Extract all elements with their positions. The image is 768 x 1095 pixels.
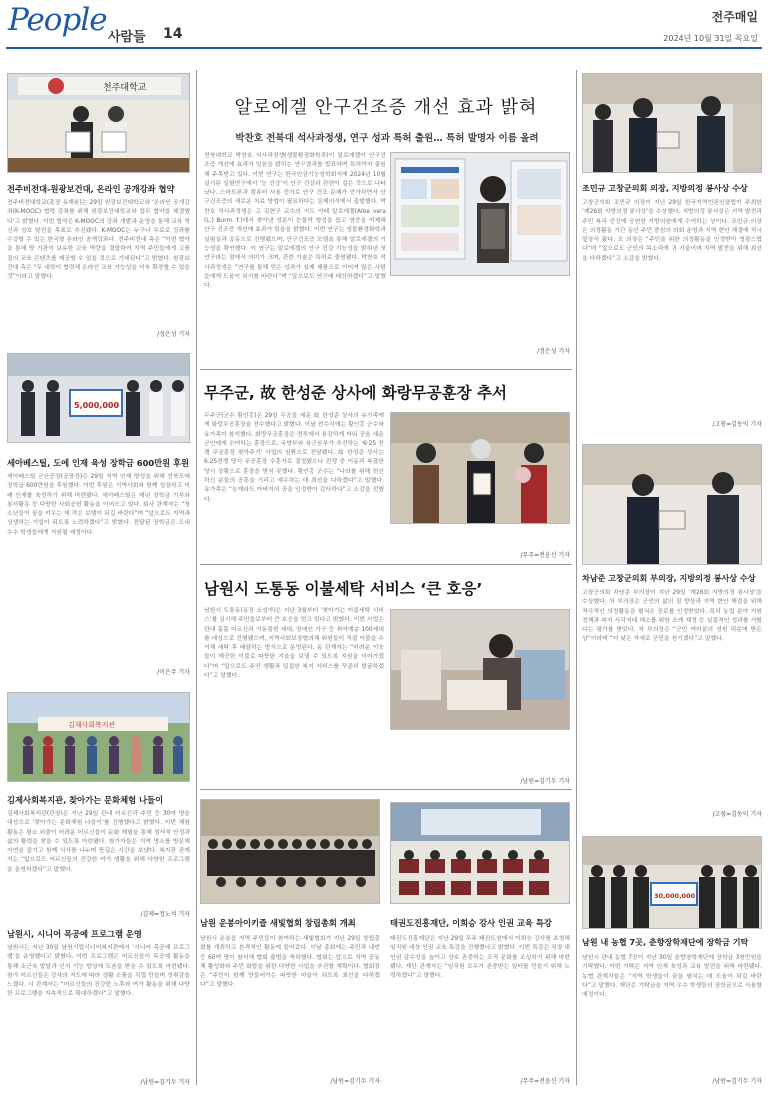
article-headline: 남원 내 농협 7곳, 춘향장학재단에 장학금 기탁 (582, 937, 749, 947)
article-photo-scholarship (7, 353, 190, 443)
article-headline: 조민규 고창군의회 의장, 지방의정 봉사상 수상 (582, 183, 748, 193)
cheque-amount: 30,000,000 (654, 892, 696, 900)
article-headline: 남원시, 시니어 목공예 프로그램 운영 (7, 929, 142, 939)
section-divider (200, 564, 572, 565)
article-photo-award-vicechair (582, 444, 762, 565)
article-body: 남원시 관내 농협 7곳이 지난 30일 춘향장학재단에 장학금 3천만원을 기탁했다. 이번 기탁은 지역 인재 육성과 교육 발전을 위해 마련됐다. 농협 관계자들은 “지역 학생들이 꿈을 펼치는 데 도움이 되길 바란다”고 말했다. 재단은 기탁금을 지역 우수 학생들의 장학금으로 사용할 예정이다. (582, 955, 762, 999)
article-byline: /남원=김기두 기자 (520, 778, 570, 785)
article-byline: /이은주 기자 (157, 669, 190, 676)
section-divider (200, 789, 572, 790)
column-divider (576, 70, 577, 1085)
article-photo-medal (390, 412, 570, 524)
article-headline: 세아베스틸, 도에 인재 육성 장학금 600만원 후원 (7, 458, 190, 468)
article-byline: /정은성 기자 (537, 348, 570, 355)
article-byline: /남원=김기두 기자 (330, 1078, 380, 1085)
article-byline: /남원=김기두 기자 (712, 1078, 762, 1085)
section-title-korean: 사람들 (108, 30, 146, 45)
masthead-rule (6, 47, 762, 49)
column-divider (196, 70, 197, 1085)
article-photo-researcher (390, 152, 570, 276)
article-headline: 무주군, 故 한성준 상사에 화랑무공훈장 추서 (204, 384, 507, 402)
article-photo-award-chair (582, 73, 762, 173)
feature-headline: 알로에겔 안구건조증 개선 효과 밝혀 (234, 97, 538, 118)
article-headline: 전주비전대-원광보건대, 온라인 공개강좌 협약 (7, 184, 175, 194)
cheque-amount: 5,000,000 (74, 401, 120, 410)
article-body: 전북대학교 박찬호 석사과정생(생물환경화학과)이 알로에겔이 안구건조증 개선에 효과가 있음을 밝히는 연구결과를 발표하며 특허까지 출원해 주목받고 있다. 이번 연구는 한국인삼기능성학회지에 2024년 10월 실시된 실험연구에서 ‘눈 건강’이 안구 건강과 관련이 깊은 것으로 나타났다. 스마트폰과 컴퓨터 사용 증가로 안구 건조 문제가 증가하면서 안구건조증의 새로운 치료 방법이 필요하다는 문제의식에서 출발했다. 박찬호 석사과정생은 고 김현구 교수의 지도 아래 알로에겔(Aloe vera (L.) Burm. f.)에서 찾아낸 성분이 눈물막 형성을 돕고 염증을 억제해 안구 건조증 개선에 효과가 있음을 밝혔다. 이번 연구는 생물환경화학과 실험실과 공동으로 진행됐으며, 안구건조증 모델을 통해 알로에겔의 기능성을 확인했다. 이 연구는 알로에겔의 안구 건강 기능성을 밝혀낸 첫 연구라는 점에서 의미가 크며, 관련 기술은 특허로 출원됐다. 박찬호 석사과정생은 “연구를 통해 얻은 성과가 실제 제품으로 이어져 많은 사람들에게 도움이 되기를 바란다”며 “앞으로도 연구에 매진하겠다”고 말했다. (204, 153, 386, 290)
article-body: 고창군의회 조민규 의장이 지난 29일 한국지역언론인클럽이 주최한 ‘제26회 지방의정 봉사상’을 수상했다. 지방의정 봉사상은 지역 발전과 주민 복리 증진에 공헌한 지방의원에게 수여하는 상이다. 조민규 의장은 의정활동 기간 동안 주민 중심의 의회 운영과 지역 현안 해결에 적극 앞장서 왔다. 조 의장은 “주민을 위한 의정활동을 인정받아 영광스럽다”며 “앞으로도 군민의 목소리에 귀 기울이며 지역 발전을 위해 최선을 다하겠다”고 소감을 밝혔다. (582, 200, 762, 262)
page-number: 14 (163, 26, 183, 42)
issue-date: 2024년 10월 31일 목요일 (663, 34, 758, 43)
article-photo-outing (7, 692, 190, 782)
article-byline: /고창=김동익 기자 (712, 811, 762, 818)
article-photo-assembly (200, 799, 380, 904)
article-body: 고창군의회 차남준 부의장이 지난 29일 ‘제26회 지방의정 봉사상’을 수상했다. 차 부의장은 군민의 삶의 질 향상과 지역 현안 해결을 위해 적극적인 의정활동을 펼쳐온 공로를 인정받았다. 특히 농업 분야 지원 정책과 복지 사각지대 해소를 위한 조례 제정 등 실질적인 성과를 거뒀다는 평가를 받았다. 차 부의장은 “군민 여러분의 성원 덕분에 받은 상”이라며 “더 낮은 자세로 군민을 섬기겠다”고 말했다. (582, 590, 762, 643)
article-headline: 남원 운봉아이키즐 새빛협회 창립총회 개최 (200, 918, 356, 928)
article-byline: /김제=정노석 기자 (140, 911, 190, 918)
section-divider (200, 369, 572, 370)
article-headline: 차남준 고창군의회 부의장, 지방의정 봉사상 수상 (582, 573, 756, 583)
article-body-continued (390, 279, 570, 352)
article-photo-laundry (390, 609, 570, 730)
newspaper-name: 전주매일 (711, 10, 758, 24)
article-body: 남원시는 지난 30일 남원시립시니어복지관에서 ‘시니어 목공예 프로그램’을 운영했다고 밝혔다. 이번 프로그램은 어르신들이 목공예 활동을 통해 소근육 발달과 인지 기능 향상에 도움을 받을 수 있도록 마련됐다. 참가 어르신들은 강사의 지도에 따라 생활 소품을 직접 만들며 성취감을 느꼈다. 시 관계자는 “어르신들의 건강한 노후와 여가 활동을 위해 다양한 프로그램을 지속적으로 확대하겠다”고 말했다. (7, 945, 190, 998)
article-body-continued (390, 733, 570, 775)
article-headline: 남원시 도통동 이불세탁 서비스 ‘큰 호응’ (204, 580, 483, 598)
section-title-english: People (8, 2, 107, 38)
article-body: 남원시 운봉읍 지역 주민들이 참여하는 새빛협회가 지난 29일 창립총회를 개최하고 본격적인 활동에 들어갔다. 이날 총회에는 주민과 내빈 등 60여 명이 참석해 협회 출범을 축하했다. 협회는 앞으로 지역 공동체 활성화와 주민 화합을 위한 다양한 사업을 추진할 계획이다. 협회장은 “주민이 함께 만들어가는 따뜻한 마을이 되도록 최선을 다하겠다”고 말했다. (200, 936, 380, 989)
article-body: 세아베스틸 군산공장(공장장)은 29일 지역 인재 양성을 위해 전북도에 장학금 600만원을 후원했다. 이번 후원은 지역사회와 함께 성장하고 미래 인재를 육성하기 위해 마련됐다. 세아베스틸은 매년 장학금 기부와 봉사활동 등 다양한 사회공헌 활동을 이어오고 있다. 회사 관계자는 “청소년들이 꿈을 키우는 데 작은 보탬이 되길 바란다”며 “앞으로도 지역과 상생하는 기업이 되도록 노력하겠다”고 밝혔다. 전달된 장학금은 도내 우수 학생들에게 지원될 예정이다. (7, 474, 190, 536)
article-photo-nonghyup (582, 836, 762, 929)
feature-subtitle: 박찬호 전북대 석사과정생, 연구 성과 특허 출원… 특허 발명자 이름 올려 (235, 133, 539, 144)
article-byline: /고창=김동익 기자 (712, 421, 762, 428)
article-byline: /무주=전윤신 기자 (520, 1078, 570, 1085)
article-body: 태권도진흥재단은 지난 29일 무주 태권도원에서 이희승 강사를 초청해 임직원 대상 인권 교육 특강을 진행했다고 밝혔다. 이번 특강은 직장 내 인권 감수성을 높이고 상호 존중하는 조직 문화를 조성하기 위해 마련됐다. 재단 관계자는 “임직원 모두가 존중받는 일터를 만들기 위해 노력하겠다”고 말했다. (390, 936, 570, 980)
banner-text: 천주대학교 (103, 83, 147, 93)
article-byline: /무주=전윤신 기자 (520, 552, 570, 559)
article-photo-agreement (7, 73, 190, 173)
banner-text: 김제사회복지관 (68, 721, 116, 729)
article-photo-lecture (390, 802, 570, 904)
article-byline: /남원=김기두 기자 (140, 1079, 190, 1086)
article-byline: /정은성 기자 (157, 331, 190, 338)
article-body: 김제사회복지관(관장)은 지난 29일 관내 어르신과 주민 등 30여 명을 대상으로 ‘찾아가는 문화체험 나들이’를 진행했다고 밝혔다. 이번 체험활동은 평소 외출이 어려운 어르신들이 문화 체험을 통해 정서적 안정과 삶의 활력을 찾을 수 있도록 마련됐다. 참가자들은 지역 명소를 방문해 자연을 즐기고 함께 식사를 나누며 뜻깊은 시간을 보냈다. 복지관 관계자는 “앞으로도 어르신들의 건강한 여가 생활을 위해 다양한 프로그램을 운영하겠다”고 말했다. (7, 811, 190, 873)
article-body: 남원시 도통동(동장 소성자)은 지난 3월부터 ‘찾아가는 이불세탁 서비스’를 실시해 주민들로부터 큰 호응을 얻고 있다고 밝혔다. 이번 사업은 관내 홀몸 어르신과 거동불편 세대, 장애인 가구 등 취약계층 100세대를 대상으로 진행됐으며, 지역사회보장협의체 위원들이 직접 이불을 수거해 세탁 후 배달하는 방식으로 운영된다. 동 관계자는 “어려운 이웃들이 깨끗한 이불로 따뜻한 겨울을 보낼 수 있도록 지원을 이어가겠다”며 “앞으로도 주민 생활과 밀접한 복지 서비스를 꾸준히 발굴하겠다”고 말했다. (204, 608, 384, 680)
article-headline: 김제사회복지관, 찾아가는 문화체험 나들이 (7, 795, 164, 805)
article-headline: 태권도진흥재단, 이희승 강사 인권 교육 특강 (390, 918, 552, 928)
article-body: 무주군(군수 황인홍)은 29일 무공을 세운 故 한성준 상사의 유가족에게 화랑무공훈장을 전수했다고 밝혔다. 이날 전수식에는 황인홍 군수와 유가족이 참석했다. 화랑무공훈장은 전투에서 용감하게 싸워 공을 세운 군인에게 수여하는 훈장으로, 국방부와 육군본부가 추진하는 ‘6·25 전쟁 무공훈장 찾아주기’ 사업의 일환으로 전달됐다. 故 한성준 상사는 6.25전쟁 당시 무공훈장 수훈자로 결정됐으나 전쟁 중 이동과 복잡한 당시 상황으로 훈장을 받지 못했다. 황인홍 군수는 “나라를 위해 헌신하신 분들의 공훈을 기리고 예우하는 데 최선을 다하겠다”고 말했다. 유가족은 “늦게라도 아버지의 공을 인정받아 감사하다”고 소감을 전했다. (204, 413, 384, 503)
article-body: 전주비전대학교(총장 유재윤)는 29일 원광보건대학교와 ‘온라인 공개강좌(K-MOOC) 협력 강좌를 위해 원광보건대학교와 업무 협약을 체결했다’고 밝혔다. 이번 협약은 K-MOOC의 강좌 개발과 운영을 통해 교육 혁신과 상호 발전을 목표로 추진됐다. K-MOOC는 누구나 무료로 강좌를 수강할 수 있는 한국형 온라인 공개강좌다. 전주비전대 측은 “이번 협약을 통해 양 기관이 보유한 교육 역량을 결합하여 지역 주민들에게 고품질의 교육 콘텐츠를 제공할 수 있을 것으로 기대된다”고 밝혔다. 원광보건대 측은 “두 대학이 협력해 온라인 교육 가능성을 더욱 확장할 수 있을 것”이라고 말했다. (7, 200, 190, 281)
